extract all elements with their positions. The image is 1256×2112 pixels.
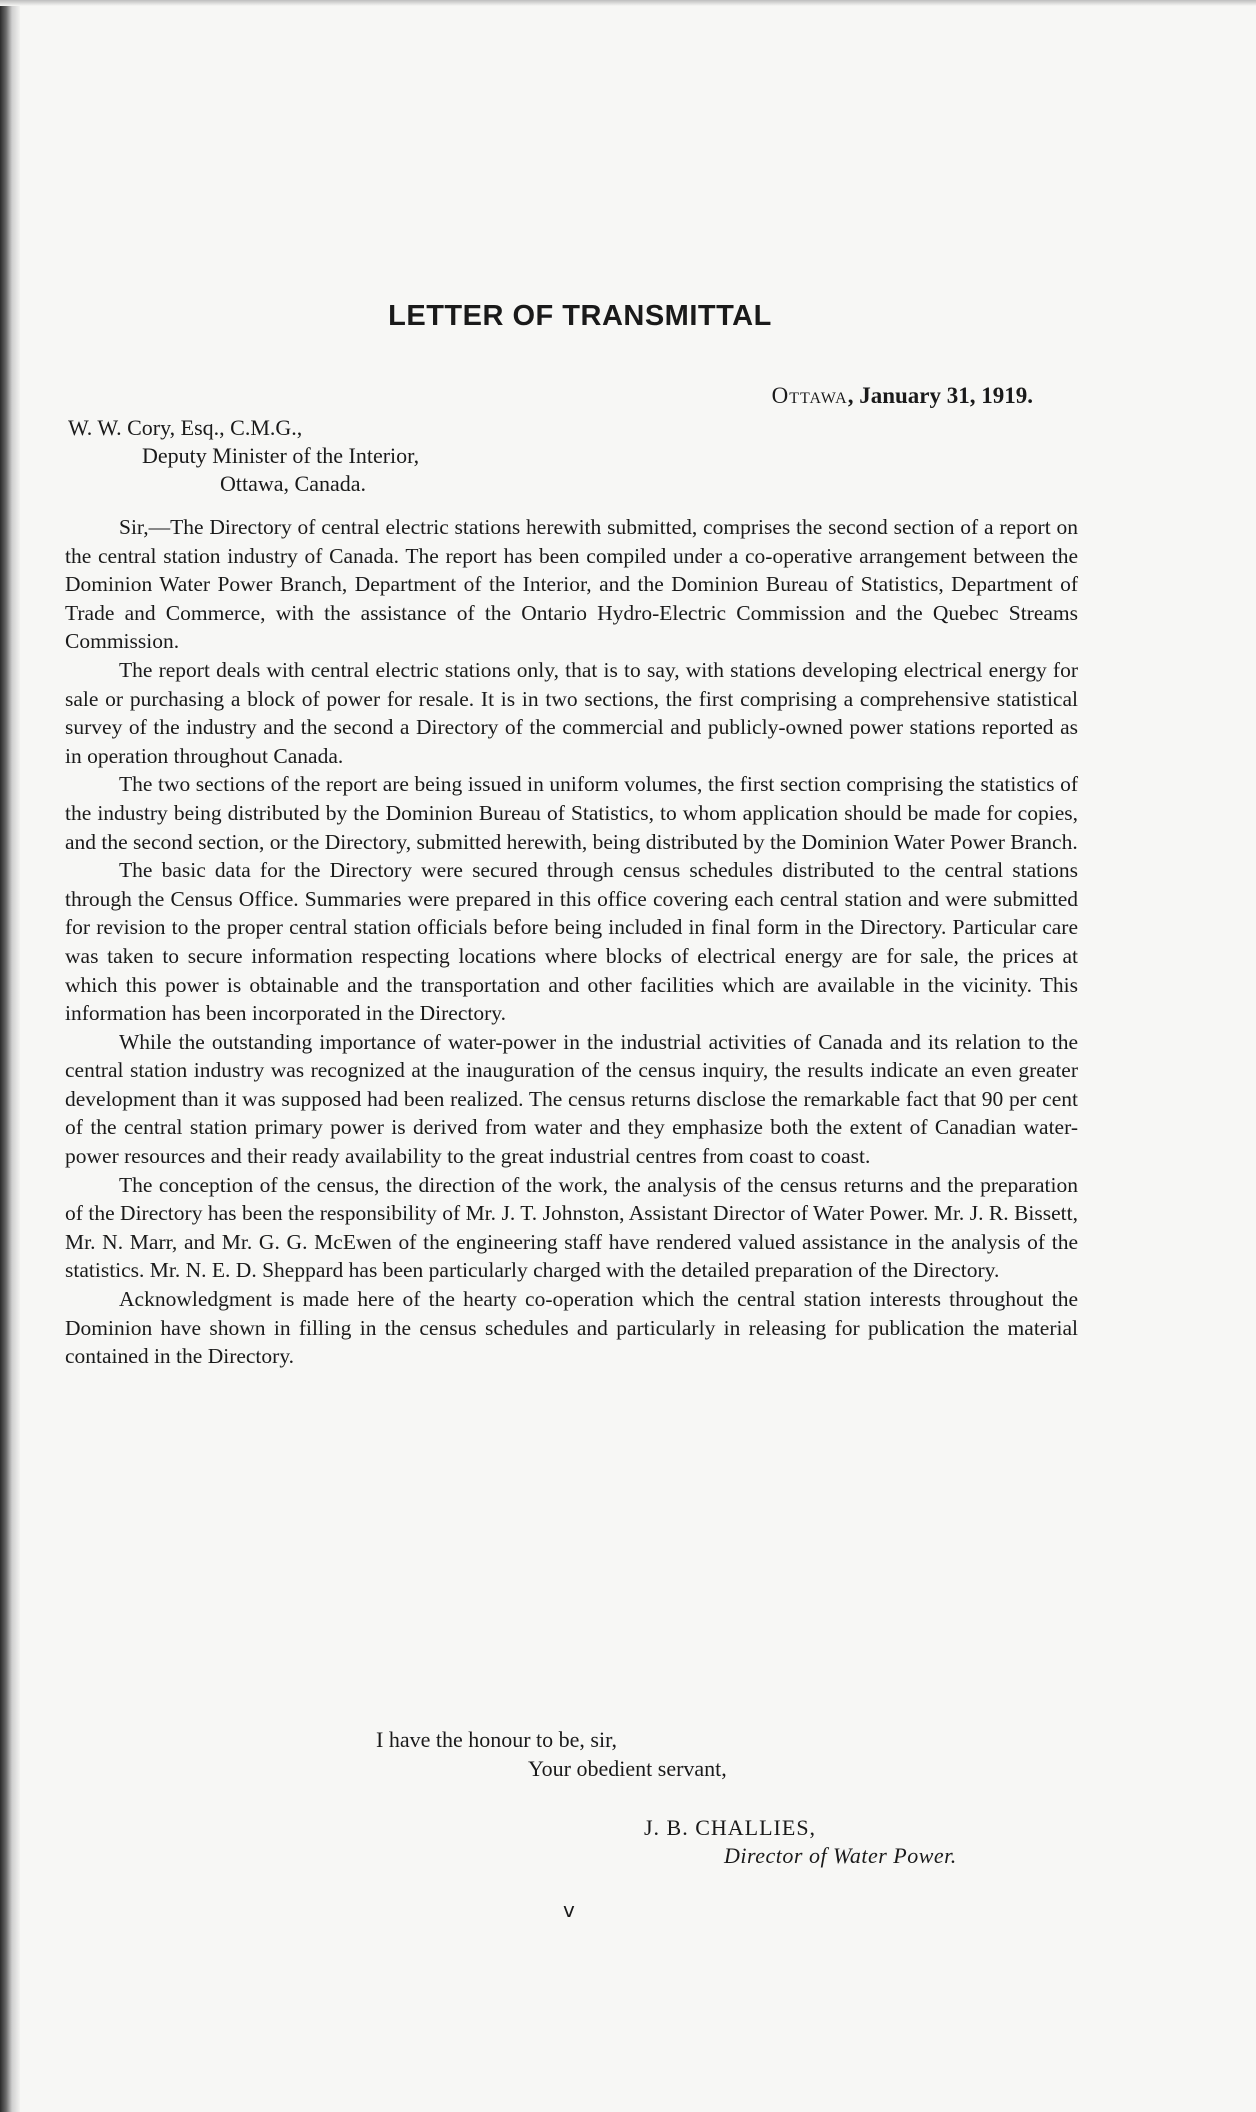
body-paragraph-3: The two sections of the report are being issued in uniform volumes, the first section comprising the statistics of the industry being distributed by the Dominion Bureau of Statistics, to whom application should be made for copies, and the second section, or the Directory, submitted herewith, being distributed by the Dominion Water Power Branch. — [65, 772, 1078, 854]
letter-date — [772, 383, 1033, 409]
page-binding-edge — [0, 0, 20, 2112]
date-place: Ottawa — [771, 383, 848, 408]
closing-line-1: I have the honour to be, sir, — [376, 1727, 618, 1752]
body-paragraph-7: Acknowledgment is made here of the hearty co-operation which the central station interests throughout the Dominion have shown in filling in the census schedules and particularly in releasing for publication the material contained in the Directory. — [65, 1287, 1078, 1369]
body-paragraph-4: The basic data for the Directory were secured through census schedules distributed to the central stations through the Census Office. Summaries were prepared in this office covering each central station and were submitted for revision to the proper central station officials before being included in final form in the Directory. Particular care was taken to secure information respecting locations where blocks of electrical energy are for sale, the prices at which this power is obtainable and the transportation and other facilities which are available in the vicinity. This information has been incorporated in the Directory. — [65, 858, 1078, 1026]
page-number: v — [563, 1898, 575, 1922]
closing-line-2: Your obedient servant, — [528, 1756, 727, 1781]
signer-title: Director of Water Power. — [724, 1843, 957, 1868]
addressee-name: W. W. Cory, Esq., C.M.G., — [68, 415, 303, 440]
addressee-location: Ottawa, Canada. — [220, 471, 366, 496]
body-paragraph-2: The report deals with central electric stations only, that is to say, with stations developing electrical energy for sale or purchasing a block of power for resale. It is in two sections, the first comprising a comprehensive statistical survey of the industry and the second a Directory of the commercial and publicly-owned power stations reported as in operation throughout Canada. — [65, 657, 1078, 768]
body-paragraph-1: Sir,—The Directory of central electric stations herewith submitted, comprises the second section of a report on the central station industry of Canada. The report has been compiled under a co-operative arrangement between the Dominion Water Power Branch, Department of the Interior, and the Dominion Bureau of Statistics, Department of Trade and Commerce, with the assistance of the Ontario Hydro-Electric Commission and the Quebec Streams Commission. — [65, 515, 1078, 654]
letter-title: LETTER OF TRANSMITTAL — [388, 300, 772, 332]
body-paragraph-5: While the outstanding importance of water-power in the industrial activities of Canada and its relation to the central station industry was recognized at the inauguration of the census inquiry, the results indicate an even greater development than it was supposed had been realized. The census returns disclose the remarkable fact that 90 per cent of the central station primary power is derived from water and they emphasize both the extent of Canadian water-power resources and their ready availability to the great industrial centres from coast to coast. — [65, 1029, 1078, 1169]
addressee-position: Deputy Minister of the Interior, — [142, 443, 420, 468]
page-top-edge — [0, 0, 1256, 6]
date-value: , January 31, 1919. — [847, 383, 1033, 408]
body-paragraph-6: The conception of the census, the direction of the work, the analysis of the census returns and the preparation of the Directory has been the responsibility of Mr. J. T. Johnston, Assistant Director of Water Power. Mr. J. R. Bissett, Mr. N. Marr, and Mr. G. G. McEwen of the engineering staff have rendered valued assistance in the analysis of the statistics. Mr. N. E. D. Sheppard has been particularly charged with the detailed preparation of the Directory. — [65, 1172, 1078, 1283]
letter-body — [65, 513, 1078, 1371]
signature-name: J. B. CHALLIES, — [644, 1815, 817, 1840]
addressee-block — [68, 414, 419, 498]
